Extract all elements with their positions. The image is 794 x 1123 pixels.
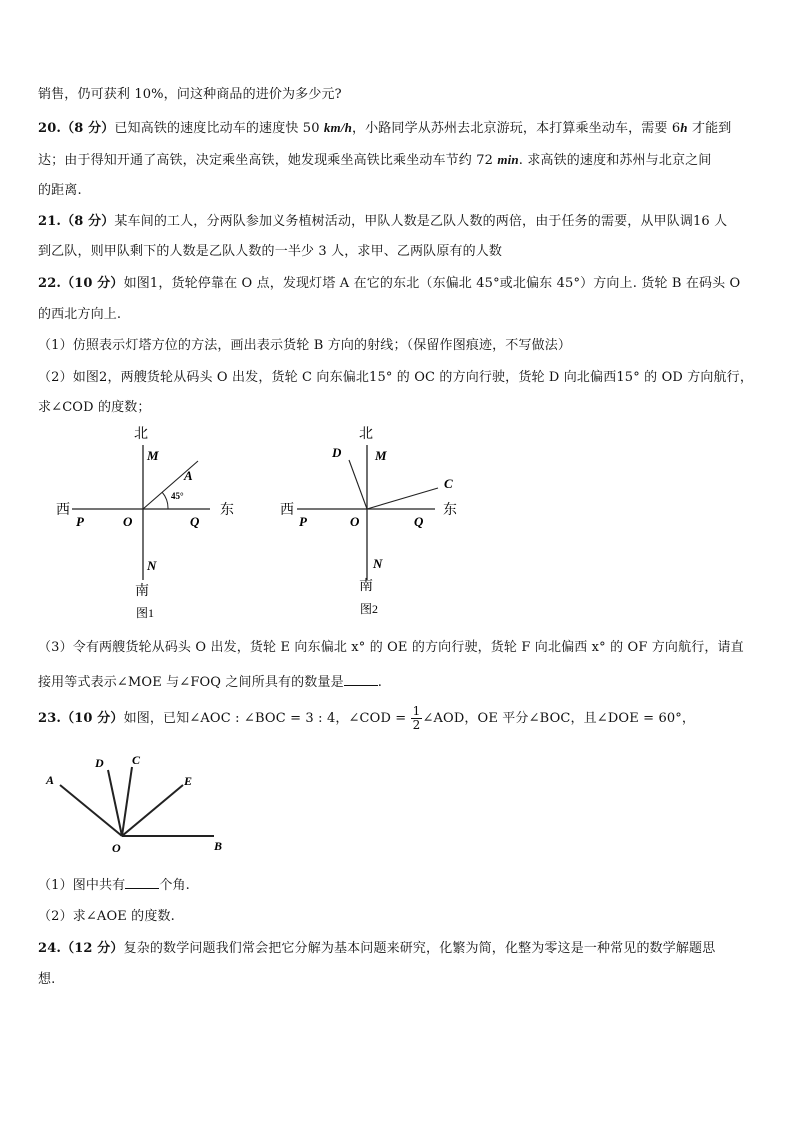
q23-fraction-numerator: 1 — [412, 704, 421, 718]
q23-part1-text-a: （1）图中共有 — [38, 878, 126, 893]
question-22-line-1 — [38, 272, 740, 291]
question-21-line-1 — [38, 210, 727, 229]
q22-part2-text-b: 求∠COD 的度数； — [38, 400, 151, 415]
q24-text-b: 想. — [38, 972, 56, 987]
q20-text-f: 的距离. — [38, 183, 82, 198]
fig3-ray-OC — [122, 767, 132, 836]
q22-part1-text: （1）仿照表示灯塔方位的方法，画出表示货轮 B 方向的射线；（保留作图痕迹，不写做法） — [38, 338, 572, 353]
fig3-ray-OE — [122, 785, 183, 836]
fig2-label-P: P — [299, 514, 307, 529]
fig2-label-north: 北 — [359, 427, 373, 442]
question-23-line-1 — [38, 705, 695, 732]
q22-answer-blank[interactable] — [344, 673, 378, 686]
figure-1-compass-diagram — [50, 420, 250, 625]
continuation-text: 销售，仍可获利 10%，问这种商品的进价为多少元? — [38, 87, 342, 102]
text-line-continuation — [38, 83, 342, 102]
fig1-label-A: A — [184, 468, 193, 483]
q21-text-b: 到乙队，则甲队剩下的人数是乙队人数的一半少 3 人，求甲、乙两队原有的人数 — [38, 244, 503, 259]
fig1-label-west: 西 — [56, 503, 70, 518]
question-22-part-2-line-2 — [38, 396, 151, 415]
q20-text-b: ，小路同学从苏州去北京游玩，本打算乘坐动车，需要 6 — [351, 121, 681, 136]
fig1-label-angle: 45° — [171, 491, 184, 501]
question-23-number: 23.（10 分） — [38, 711, 124, 726]
q20-text-e: . 求高铁的速度和苏州与北京之间 — [518, 153, 712, 168]
fig2-label-west: 西 — [280, 503, 294, 518]
figure-2-compass-diagram — [275, 420, 475, 625]
question-22-part-1 — [38, 334, 571, 353]
fig2-label-D: D — [332, 445, 342, 460]
question-22-part-3-line-2 — [38, 671, 382, 690]
q23-text-b: ∠AOD，OE 平分∠BOC，且∠DOE = 60°， — [422, 711, 696, 726]
fig1-label-Q: Q — [190, 514, 200, 529]
fig2-label-Q: Q — [414, 514, 424, 529]
question-20-line-3 — [38, 179, 82, 198]
q23-text-a: 如图，已知∠AOC : ∠BOC = 3 : 4，∠COD = — [123, 711, 411, 726]
question-22-part-3-line-1 — [38, 636, 744, 655]
question-22-number: 22.（10 分） — [38, 276, 124, 291]
fig1-label-M: M — [147, 448, 159, 463]
question-23-part-1 — [38, 874, 190, 893]
q20-text-d: 达；由于得知开通了高铁，决定乘坐高铁，她发现乘坐高铁比乘坐动车节约 72 — [38, 153, 498, 168]
q22-text-a: 如图1，货轮停靠在 O 点，发现灯塔 A 在它的东北（东偏北 45°或北偏东 45°）方向上. 货轮 B 在码头 O — [123, 276, 741, 291]
q20-text-c: 才能到 — [687, 121, 732, 136]
q22-part3-text-b: 接用等式表示∠MOE 与∠FOQ 之间所具有的数量是 — [38, 675, 344, 690]
q20-unit-h: h — [680, 120, 688, 135]
q24-text-a: 复杂的数学问题我们常会把它分解为基本问题来研究，化繁为简，化整为零这是一种常见的数学解题思 — [123, 941, 716, 956]
question-20-line-2 — [38, 149, 711, 168]
q20-unit-kmh: km/h — [323, 120, 352, 135]
question-20-line-1 — [38, 117, 731, 136]
fig1-angle-arc — [162, 492, 168, 509]
fig1-caption: 图1 — [136, 606, 155, 620]
fig2-ray-OC — [367, 488, 438, 509]
fig3-label-B: B — [214, 839, 223, 853]
q20-text-a: 已知高铁的速度比动车的速度快 50 — [114, 121, 324, 136]
question-24-line-1 — [38, 937, 715, 956]
question-20-number: 20.（8 分） — [38, 121, 115, 136]
question-21-number: 21.（8 分） — [38, 214, 115, 229]
fig2-caption: 图2 — [360, 602, 379, 616]
fig3-label-D: D — [95, 756, 104, 770]
q21-text-a: 某车间的工人，分两队参加义务植树活动，甲队人数是乙队人数的两倍，由于任务的需要，从甲队调16 人 — [114, 214, 728, 229]
fig2-ray-OD — [349, 460, 367, 509]
fig1-label-N: N — [147, 558, 157, 573]
fig3-label-C: C — [132, 753, 141, 767]
fig3-label-E: E — [184, 774, 193, 788]
q23-part1-text-b: 个角. — [159, 878, 190, 893]
fig2-label-O: O — [350, 514, 360, 529]
question-22-part-2-line-1 — [38, 366, 753, 385]
fig2-label-south: 南 — [359, 579, 373, 594]
q23-fraction-half — [411, 705, 423, 732]
q23-answer-blank[interactable] — [125, 876, 159, 889]
q22-part3-text-a: （3）令有两艘货轮从码头 O 出发，货轮 E 向东偏北 x° 的 OE 的方向行驶，货轮 F 向北偏西 x° 的 OF 方向航行，请直 — [38, 640, 744, 655]
fig1-label-south: 南 — [135, 584, 149, 599]
question-24-number: 24.（12 分） — [38, 941, 124, 956]
figure-3-angle-diagram — [38, 750, 238, 860]
fig1-label-east: 东 — [220, 503, 234, 518]
question-21-line-2 — [38, 240, 502, 259]
fig1-label-north: 北 — [134, 427, 148, 442]
question-23-part-2 — [38, 905, 175, 924]
fig1-label-O: O — [123, 514, 133, 529]
q23-fraction-denominator: 2 — [412, 718, 421, 732]
q20-unit-min: min — [497, 152, 519, 167]
q22-part3-text-c: . — [377, 675, 383, 690]
fig1-label-P: P — [76, 514, 84, 529]
question-22-line-2 — [38, 303, 121, 322]
q23-part2-text: （2）求∠AOE 的度数. — [38, 909, 175, 924]
fig2-label-N: N — [373, 556, 383, 571]
q22-text-b: 的西北方向上. — [38, 307, 122, 322]
question-24-line-2 — [38, 968, 55, 987]
fig2-label-M: M — [375, 448, 387, 463]
fig2-label-east: 东 — [443, 503, 457, 518]
fig2-label-C: C — [444, 476, 453, 491]
fig3-label-O: O — [112, 841, 121, 855]
fig3-label-A: A — [46, 773, 55, 787]
q22-part2-text-a: （2）如图2，两艘货轮从码头 O 出发，货轮 C 向东偏北15° 的 OC 的方向行驶，货轮 D 向北偏西15° 的 OD 方向航行， — [38, 370, 753, 385]
